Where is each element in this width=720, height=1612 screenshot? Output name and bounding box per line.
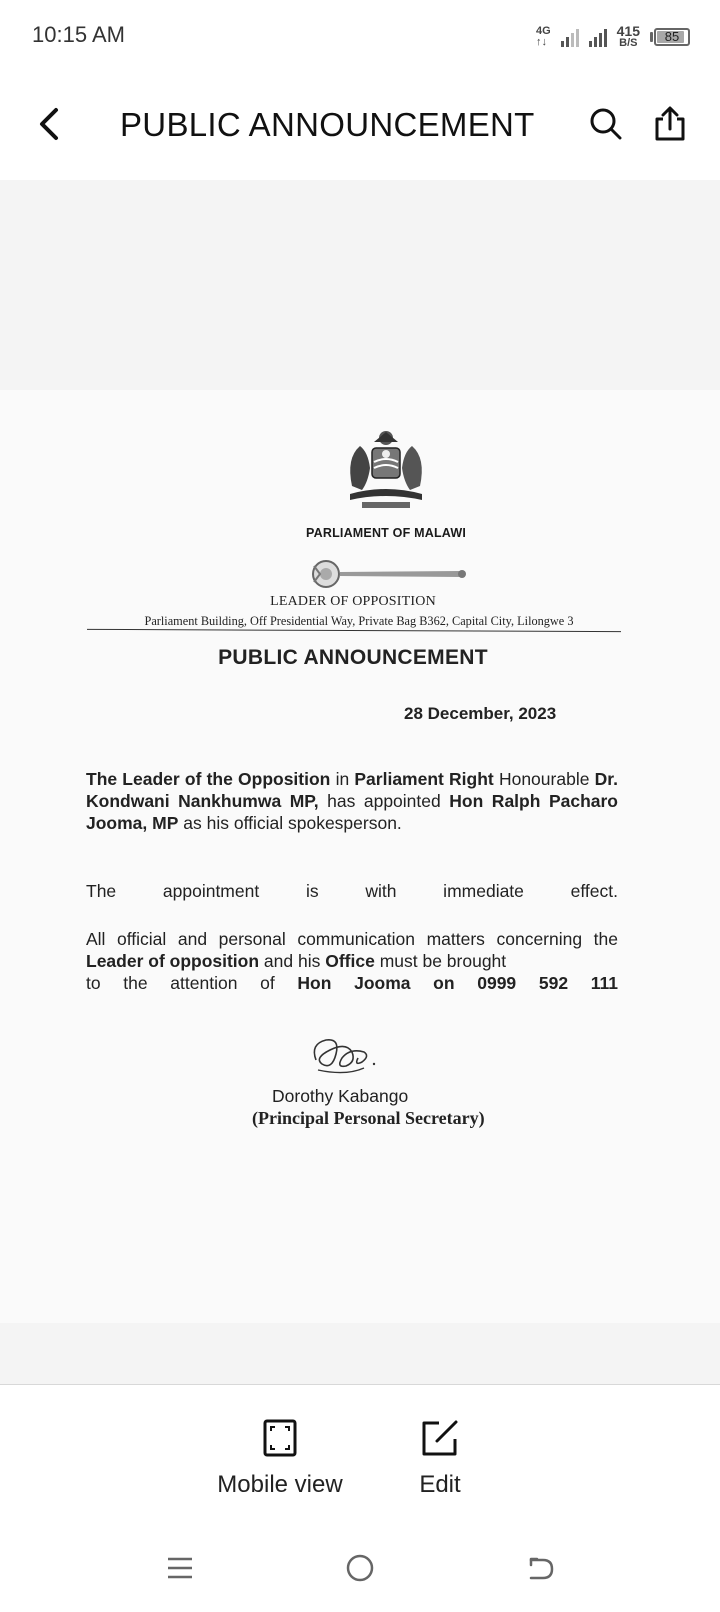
network-type-label: 4G xyxy=(535,25,551,37)
menu-icon xyxy=(166,1554,194,1582)
paragraph-communication: All official and personal communication matters concerning the Leader of opposition and his Office must be brought to the attention of Hon Jooma on 0999 592 111 xyxy=(86,929,618,993)
battery-level: 85 xyxy=(664,29,680,44)
system-navigation-bar xyxy=(0,1502,720,1612)
back-button[interactable] xyxy=(28,102,72,146)
document-page xyxy=(0,390,720,1323)
signal-icon-2 xyxy=(589,27,607,47)
page-title: PUBLIC ANNOUNCEMENT xyxy=(120,106,535,143)
mobile-view-label: Mobile view xyxy=(217,1471,343,1498)
announcement-heading: PUBLIC ANNOUNCEMENT xyxy=(218,646,488,669)
battery-icon xyxy=(650,28,690,46)
network-activity-label: ↑↓ xyxy=(535,36,547,48)
back-arrow-icon xyxy=(36,106,64,142)
share-button[interactable] xyxy=(648,102,692,146)
organization-name: PARLIAMENT OF MALAWI xyxy=(306,526,466,540)
document-viewer[interactable] xyxy=(0,180,720,1384)
speed-value: 415 xyxy=(616,23,640,39)
paragraph-effect: The appointment is with immediate effect. xyxy=(86,881,618,901)
announcement-date: 28 December, 2023 xyxy=(404,704,557,723)
home-icon xyxy=(345,1553,375,1583)
network-speed xyxy=(617,25,640,49)
network-type xyxy=(536,26,551,48)
signer-name: Dorothy Kabango xyxy=(272,1086,409,1106)
status-bar xyxy=(0,0,720,72)
app-bar xyxy=(0,72,720,180)
return-icon xyxy=(525,1553,555,1583)
edit-button[interactable] xyxy=(400,1419,480,1499)
status-time: 10:15 AM xyxy=(32,22,125,47)
speed-unit: B/S xyxy=(619,37,638,49)
mobile-view-button[interactable] xyxy=(206,1419,354,1499)
search-button[interactable] xyxy=(584,102,628,146)
search-icon xyxy=(588,106,624,142)
mace-emblem xyxy=(310,552,470,596)
signer-role: (Principal Personal Secretary) xyxy=(252,1108,485,1128)
edit-icon xyxy=(421,1419,459,1457)
edit-label: Edit xyxy=(419,1471,461,1498)
office-title: LEADER OF OPPOSITION xyxy=(270,594,436,609)
office-address: Parliament Building, Off Presidential Way, Private Bag B362, Capital City, Lilongwe 3 xyxy=(144,614,574,628)
nav-home-button[interactable] xyxy=(340,1548,380,1588)
bottom-action-bar xyxy=(0,1384,720,1503)
coat-of-arms-emblem xyxy=(338,428,434,510)
share-icon xyxy=(653,105,687,143)
fullscreen-frame-icon xyxy=(263,1419,297,1457)
letterhead-divider xyxy=(87,629,621,632)
nav-menu-button[interactable] xyxy=(160,1548,200,1588)
signature-image xyxy=(306,1030,396,1080)
status-icons xyxy=(536,22,690,52)
paragraph-appointment: The Leader of the Opposition in Parliament Right Honourable Dr. Kondwani Nankhumwa MP, has appointed Hon Ralph Pacharo Jooma, MP as his official spokesperson. xyxy=(86,769,619,833)
signal-icon xyxy=(561,27,579,47)
nav-back-button[interactable] xyxy=(520,1548,560,1588)
